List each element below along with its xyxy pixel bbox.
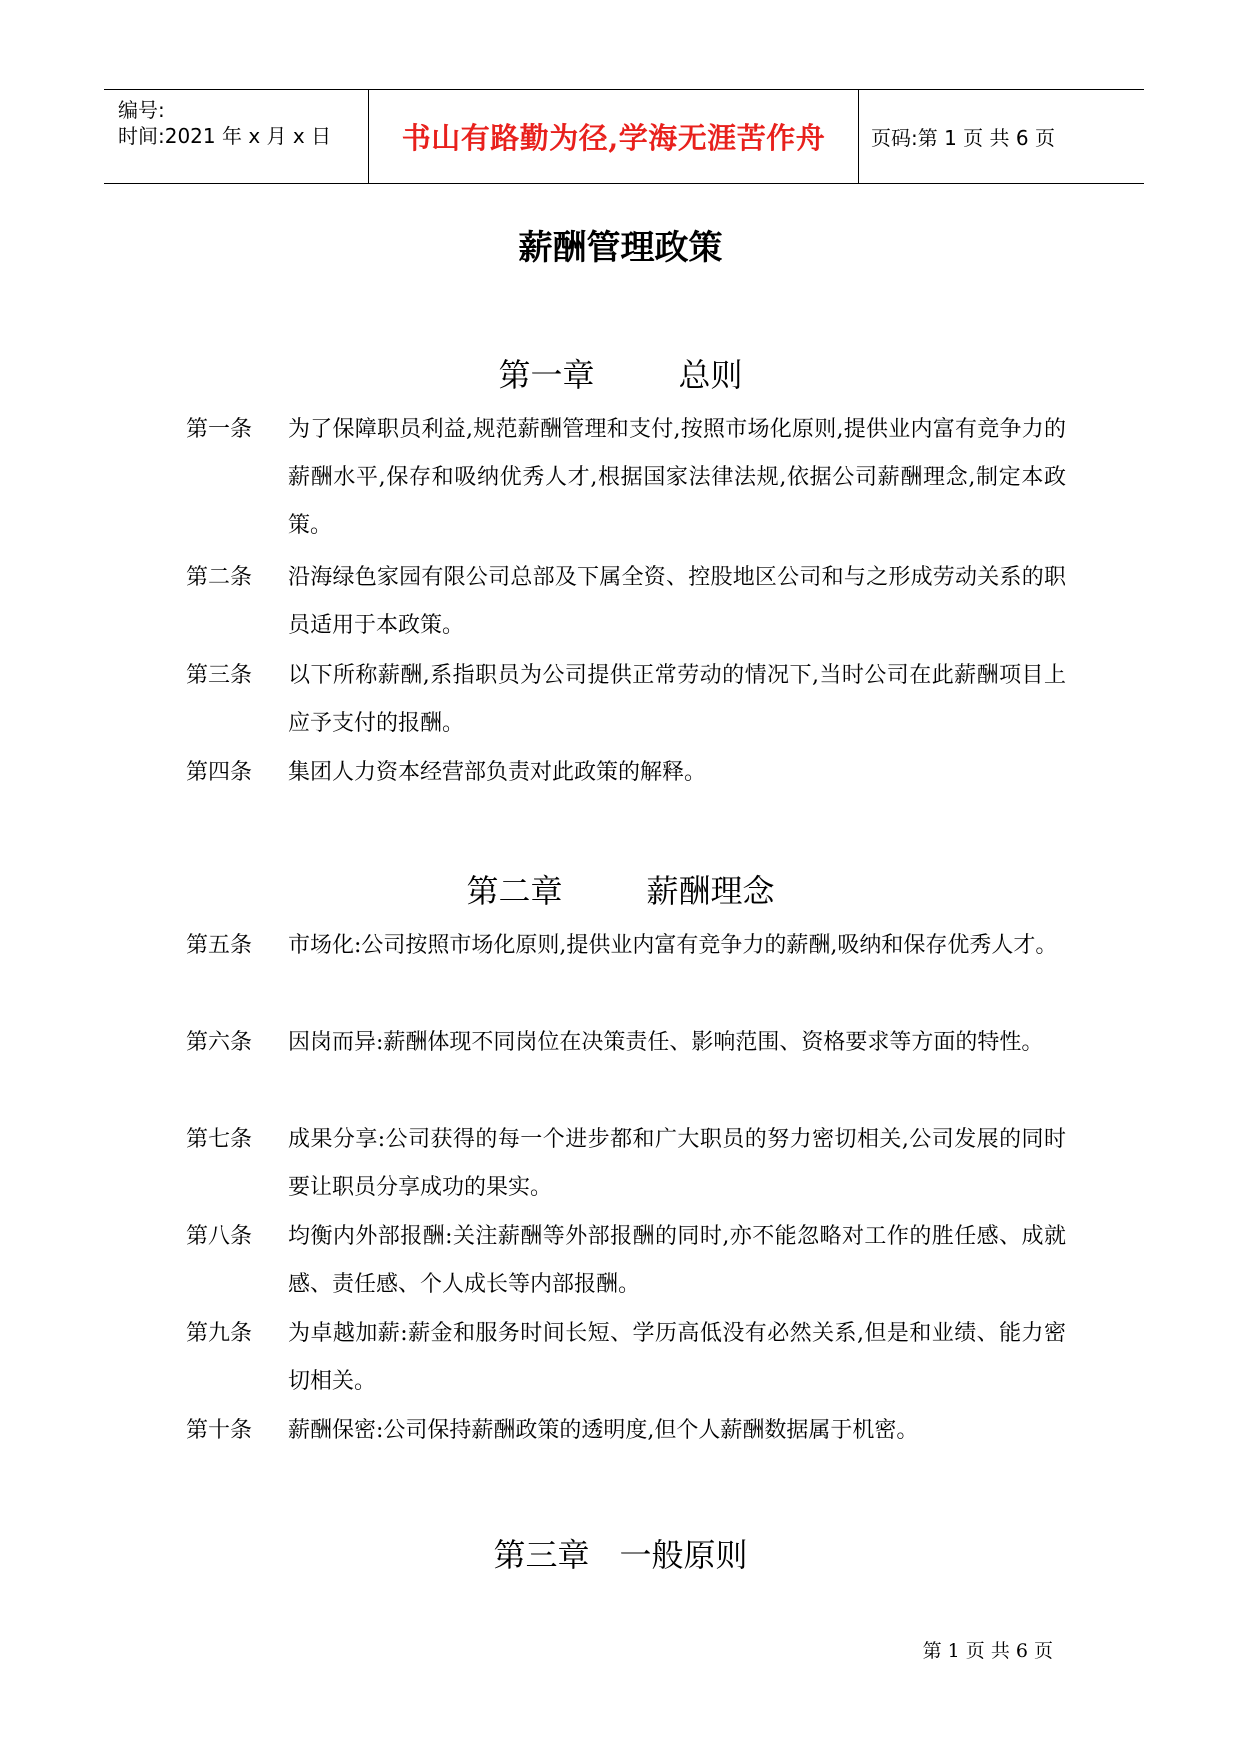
article — [186, 554, 1066, 650]
article-label: 第四条 — [186, 760, 253, 785]
article — [186, 652, 1066, 748]
article-text: 为卓越加薪:薪金和服务时间长短、学历高低没有必然关系,但是和业绩、能力密切相关。 — [288, 1321, 1066, 1394]
article — [186, 1116, 1066, 1212]
article-label: 第六条 — [186, 1030, 253, 1055]
article — [186, 922, 1066, 970]
article-text: 沿海绿色家园有限公司总部及下属全资、控股地区公司和与之形成劳动关系的职员适用于本政策。 — [288, 565, 1066, 638]
document-number-label: 编号: — [118, 98, 165, 122]
article-label: 第八条 — [186, 1224, 253, 1249]
chapter-name: 总则 — [678, 356, 743, 394]
article — [186, 406, 1066, 550]
article-label: 第五条 — [186, 933, 253, 958]
chapter-heading — [0, 1530, 1241, 1576]
chapter-heading — [0, 350, 1241, 396]
article-label: 第三条 — [186, 663, 253, 688]
article-text: 集团人力资本经营部负责对此政策的解释。 — [288, 760, 707, 785]
article-text: 均衡内外部报酬:关注薪酬等外部报酬的同时,亦不能忽略对工作的胜任感、成就感、责任感、个人成长等内部报酬。 — [288, 1224, 1066, 1297]
header-page-info: 页码:第 1 页 共 6 页 — [871, 126, 1055, 150]
article-text: 以下所称薪酬,系指职员为公司提供正常劳动的情况下,当时公司在此薪酬项目上应予支付的报酬。 — [288, 663, 1066, 736]
header-motto-cell — [369, 90, 859, 183]
article-label: 第九条 — [186, 1321, 253, 1346]
article — [186, 1213, 1066, 1309]
article-text: 成果分享:公司获得的每一个进步都和广大职员的努力密切相关,公司发展的同时要让职员分享成功的果实。 — [288, 1127, 1066, 1200]
chapter-heading — [0, 866, 1241, 912]
article — [186, 1019, 1066, 1067]
article-label: 第一条 — [186, 417, 253, 442]
page-footer: 第 1 页 共 6 页 — [922, 1640, 1053, 1662]
chapter-number: 第一章 — [498, 356, 595, 394]
document-title: 薪酬管理政策 — [518, 228, 723, 268]
article-text: 为了保障职员利益,规范薪酬管理和支付,按照市场化原则,提供业内富有竞争力的薪酬水平,保存和吸纳优秀人才,根据国家法律法规,依据公司薪酬理念,制定本政策。 — [288, 417, 1066, 538]
chapter-name: 一般原则 — [619, 1536, 748, 1574]
document-time: 时间:2021 年 x 月 x 日 — [118, 124, 332, 148]
article-label: 第二条 — [186, 565, 253, 590]
article — [186, 1407, 1066, 1455]
article-text: 因岗而异:薪酬体现不同岗位在决策责任、影响范围、资格要求等方面的特性。 — [288, 1030, 1044, 1055]
article — [186, 1310, 1066, 1406]
article-label: 第十条 — [186, 1418, 253, 1443]
header-meta — [104, 90, 369, 183]
chapter-number: 第二章 — [466, 872, 563, 910]
article-text: 市场化:公司按照市场化原则,提供业内富有竞争力的薪酬,吸纳和保存优秀人才。 — [288, 933, 1058, 958]
article-text: 薪酬保密:公司保持薪酬政策的透明度,但个人薪酬数据属于机密。 — [288, 1418, 919, 1443]
article — [186, 749, 1066, 797]
chapter-name: 薪酬理念 — [646, 872, 775, 910]
page-header — [104, 89, 1144, 184]
header-motto: 书山有路勤为径,学海无涯苦作舟 — [401, 121, 826, 155]
article-label: 第七条 — [186, 1127, 253, 1152]
chapter-number: 第三章 — [493, 1536, 590, 1574]
